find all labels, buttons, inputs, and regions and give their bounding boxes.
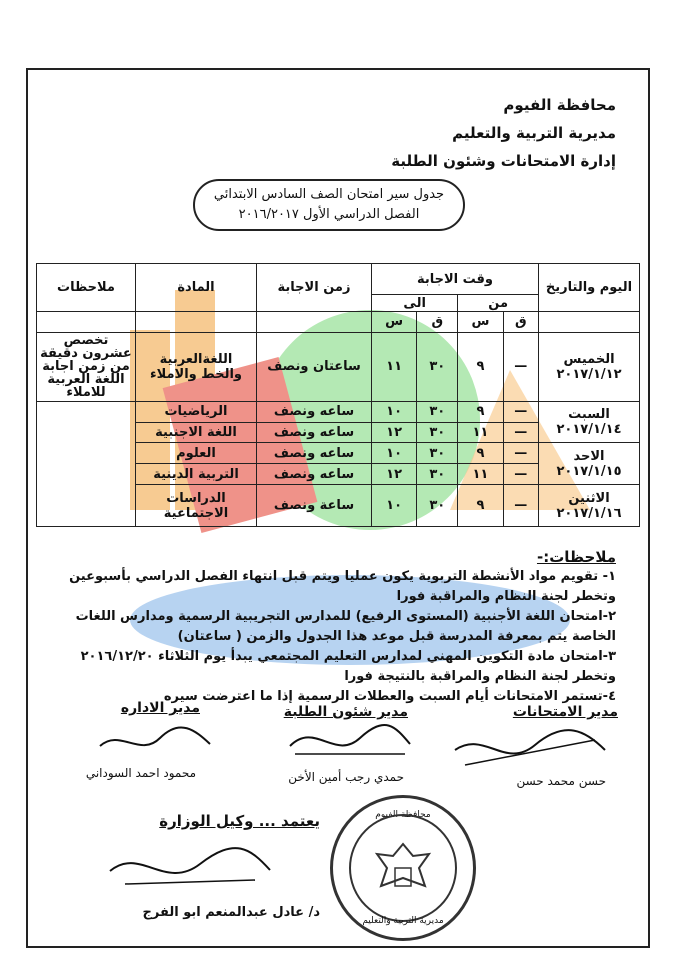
subject-cell: اللغةالعربية والخط والاملاء [136, 332, 257, 401]
header-duration: زمن الاجابة [257, 264, 372, 312]
header-to-s: س [372, 311, 417, 332]
header-subject: المادة [136, 264, 257, 312]
signature-affairs [285, 716, 415, 766]
title-box [193, 179, 465, 231]
table-row [37, 401, 640, 422]
from-s-cell: ١١ [458, 422, 503, 443]
from-q-cell: — [503, 485, 538, 527]
from-q-cell: — [503, 464, 538, 485]
note-1: ١- تقويم مواد الأنشطة التربوية يكون عمليا ويتم قبل انتهاء الفصل الدراسي بأسبوعين وتخطر لجنة النظام والمراقبة فورا [69, 569, 616, 604]
to-q-cell: ٣٠ [417, 422, 458, 443]
approval-line: يعتمد ... وكيل الوزارة [159, 812, 320, 830]
header-from: من [458, 295, 539, 312]
to-q-cell: ٣٠ [417, 464, 458, 485]
to-s-cell: ١٢ [372, 464, 417, 485]
eagle-emblem-icon [351, 816, 455, 920]
signature-exams [445, 720, 615, 776]
exams-manager-name: حسن محمد حسن [516, 774, 606, 788]
to-q-cell: ٣٠ [417, 332, 458, 401]
exam-schedule-table [36, 263, 640, 527]
from-q-cell: — [503, 332, 538, 401]
exams-manager-title: مدير الامتحانات [512, 704, 618, 720]
from-s-cell: ٩ [458, 401, 503, 422]
header-line-2: مديرية التربية والتعليم [452, 124, 616, 142]
from-s-cell: ٩ [458, 332, 503, 401]
from-q-cell: — [503, 401, 538, 422]
header-line-1: محافظة الفيوم [503, 96, 616, 114]
table-row [37, 332, 640, 401]
to-s-cell: ١٠ [372, 485, 417, 527]
note-3: ٣-امتحان مادة التكوين المهني لمدارس التعليم المجتمعي يبدأ يوم الثلاثاء ٢٠١٦/١٢/٢٠ وتخطر لجنة النظام والمراقبة بالنتيجة فورا [80, 649, 616, 684]
to-q-cell: ٣٠ [417, 443, 458, 464]
header-to-q: ق [417, 311, 458, 332]
duration-cell: ساعة ونصف [257, 485, 372, 527]
duration-cell: ساعه ونصف [257, 401, 372, 422]
header-from-s: س [458, 311, 503, 332]
day-cell: الخميس ٢٠١٧/١/١٢ [539, 332, 640, 401]
title-line-1: جدول سير امتحان الصف السادس الابتدائي [213, 187, 445, 202]
header-from-q: ق [503, 311, 538, 332]
title-line-2: الفصل الدراسي الأول ٢٠١٦/٢٠١٧ [238, 207, 420, 222]
deputy-name: د/ عادل عبدالمنعم ابو الفرج [142, 905, 320, 920]
subject-cell: التربية الدينية [136, 464, 257, 485]
notes-title: ملاحظات:- [536, 548, 616, 566]
admin-manager-name: محمود احمد السوداني [85, 766, 196, 780]
header-time: وقت الاجابة [372, 264, 539, 295]
notes-section [56, 547, 616, 707]
subject-cell: الدراسات الاجتماعية [136, 485, 257, 527]
note-cell: تخصص عشرون دقيقة من زمن اجابة اللغة العربية للاملاء [37, 332, 136, 401]
duration-cell: ساعه ونصف [257, 422, 372, 443]
to-s-cell: ١١ [372, 332, 417, 401]
subject-cell: الرياضيات [136, 401, 257, 422]
day-cell: الاحد ٢٠١٧/١/١٥ [539, 443, 640, 485]
header-notes-spacer [37, 311, 136, 332]
seal-top-text: محافظة الفيوم [375, 810, 431, 820]
subject-cell: العلوم [136, 443, 257, 464]
day-cell: الاثنين ٢٠١٧/١/١٦ [539, 485, 640, 527]
note-4: ٤-تستمر الامتحانات أيام السبت والعطلات الرسمية إذا ما اعترضت سيره [163, 689, 616, 704]
seal-inner-ring [349, 814, 457, 922]
signature-admin [95, 718, 215, 764]
affairs-manager-title: مدير شئون الطلبة [283, 704, 408, 720]
from-q-cell: — [503, 422, 538, 443]
header-line-3: إدارة الامتحانات وشئون الطلبة [391, 152, 616, 170]
affairs-manager-name: حمدي رجب أمين الأخن [288, 770, 404, 784]
subject-cell: اللغة الاجنبية [136, 422, 257, 443]
day-cell: السبت ٢٠١٧/١/١٤ [539, 401, 640, 443]
from-s-cell: ١١ [458, 464, 503, 485]
seal-bottom-text: مديرية التربية والتعليم [362, 916, 444, 926]
to-q-cell: ٣٠ [417, 401, 458, 422]
to-q-cell: ٣٠ [417, 485, 458, 527]
from-s-cell: ٩ [458, 485, 503, 527]
signature-deputy [105, 836, 275, 896]
duration-cell: ساعتان ونصف [257, 332, 372, 401]
duration-cell: ساعه ونصف [257, 443, 372, 464]
header-to: الى [372, 295, 458, 312]
from-s-cell: ٩ [458, 443, 503, 464]
header-day-spacer [539, 311, 640, 332]
header-day: اليوم والتاريخ [539, 264, 640, 312]
header-notes: ملاحظات [37, 264, 136, 312]
note-cell-empty [37, 401, 136, 526]
duration-cell: ساعه ونصف [257, 464, 372, 485]
header-subject-spacer [136, 311, 257, 332]
header-duration-spacer [257, 311, 372, 332]
to-s-cell: ١٠ [372, 401, 417, 422]
note-2: ٢-امتحان اللغة الأجنبية (المستوى الرفيع) للمدارس التجريبية الرسمية ومدارس اللغات الخاصة يتم بمعرفة المدرسة قبل موعد هذا الجدول والزمن ( ساعتان) [75, 609, 616, 644]
to-s-cell: ١٢ [372, 422, 417, 443]
official-seal [330, 795, 476, 941]
from-q-cell: — [503, 443, 538, 464]
to-s-cell: ١٠ [372, 443, 417, 464]
admin-manager-title: مدير الاداره [120, 700, 200, 716]
